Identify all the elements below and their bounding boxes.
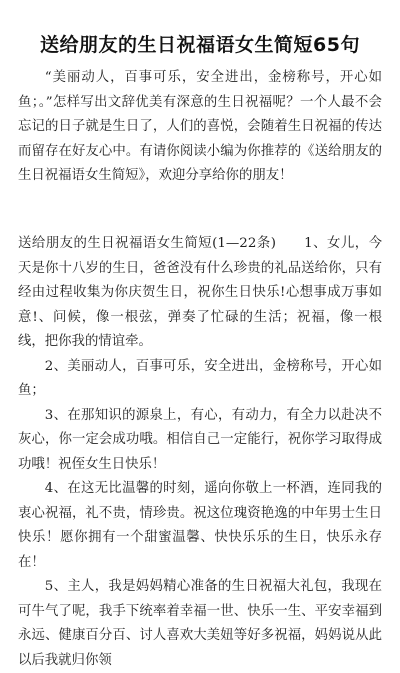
article-title: 送给朋友的生日祝福语女生简短65句 [40,34,360,56]
section-first-paragraph: 送给朋友的生日祝福语女生简短(1—22条) 1、女儿，今天是你十八岁的生日，爸爸没有什么珍贵的礼品送给你，只有经由过程收集为你庆贺生日，祝你生日快乐!心想事成万事如意!、问候，像一根弦，弹奏了忙碌的生活；祝福，像一根线，把你我的情谊牵。 [18,236,382,349]
list-item: 3、在那知识的源泉上，有心，有动力，有全力以赴决不灰心，你一定会成功哦。相信自己一定能行，祝你学习取得成功哦！祝侄女生日快乐！ [18,407,382,472]
intro-paragraph [18,66,382,189]
list-item: 2、美丽动人，百事可乐，安全进出，金榜称号，开心如鱼； [18,358,382,398]
list-item: 4、在这无比温馨的时刻，遥向你敬上一杯酒，连同我的衷心祝福，礼不贵，情珍贵。祝这位瑰资艳逸的中年男士生日快乐！愿你拥有一个甜蜜温馨、快快乐乐的生日，快乐永存在！ [18,481,382,570]
article-body [18,232,382,673]
intro-text: “美丽动人，百事可乐，安全进出，金榜称号，开心如鱼；。”怎样写出文辞优美有深意的生日祝福呢？一个人最不会忘记的日子就是生日了，人们的喜悦，会随着生日祝福的传达而留存在好友心中。有请你阅读小编为你推荐的《送给朋友的生日祝福语女生简短》，欢迎分享给你的朋友！ [18,70,382,183]
list-item: 5、主人，我是妈妈精心准备的生日祝福大礼包，我现在可牛气了呢，我手下统率着幸福一世、快乐一生、平安幸福到永远、健康百分百、讨人喜欢大美妞等好多祝福，妈妈说从此以后我就归你领 [18,579,382,668]
